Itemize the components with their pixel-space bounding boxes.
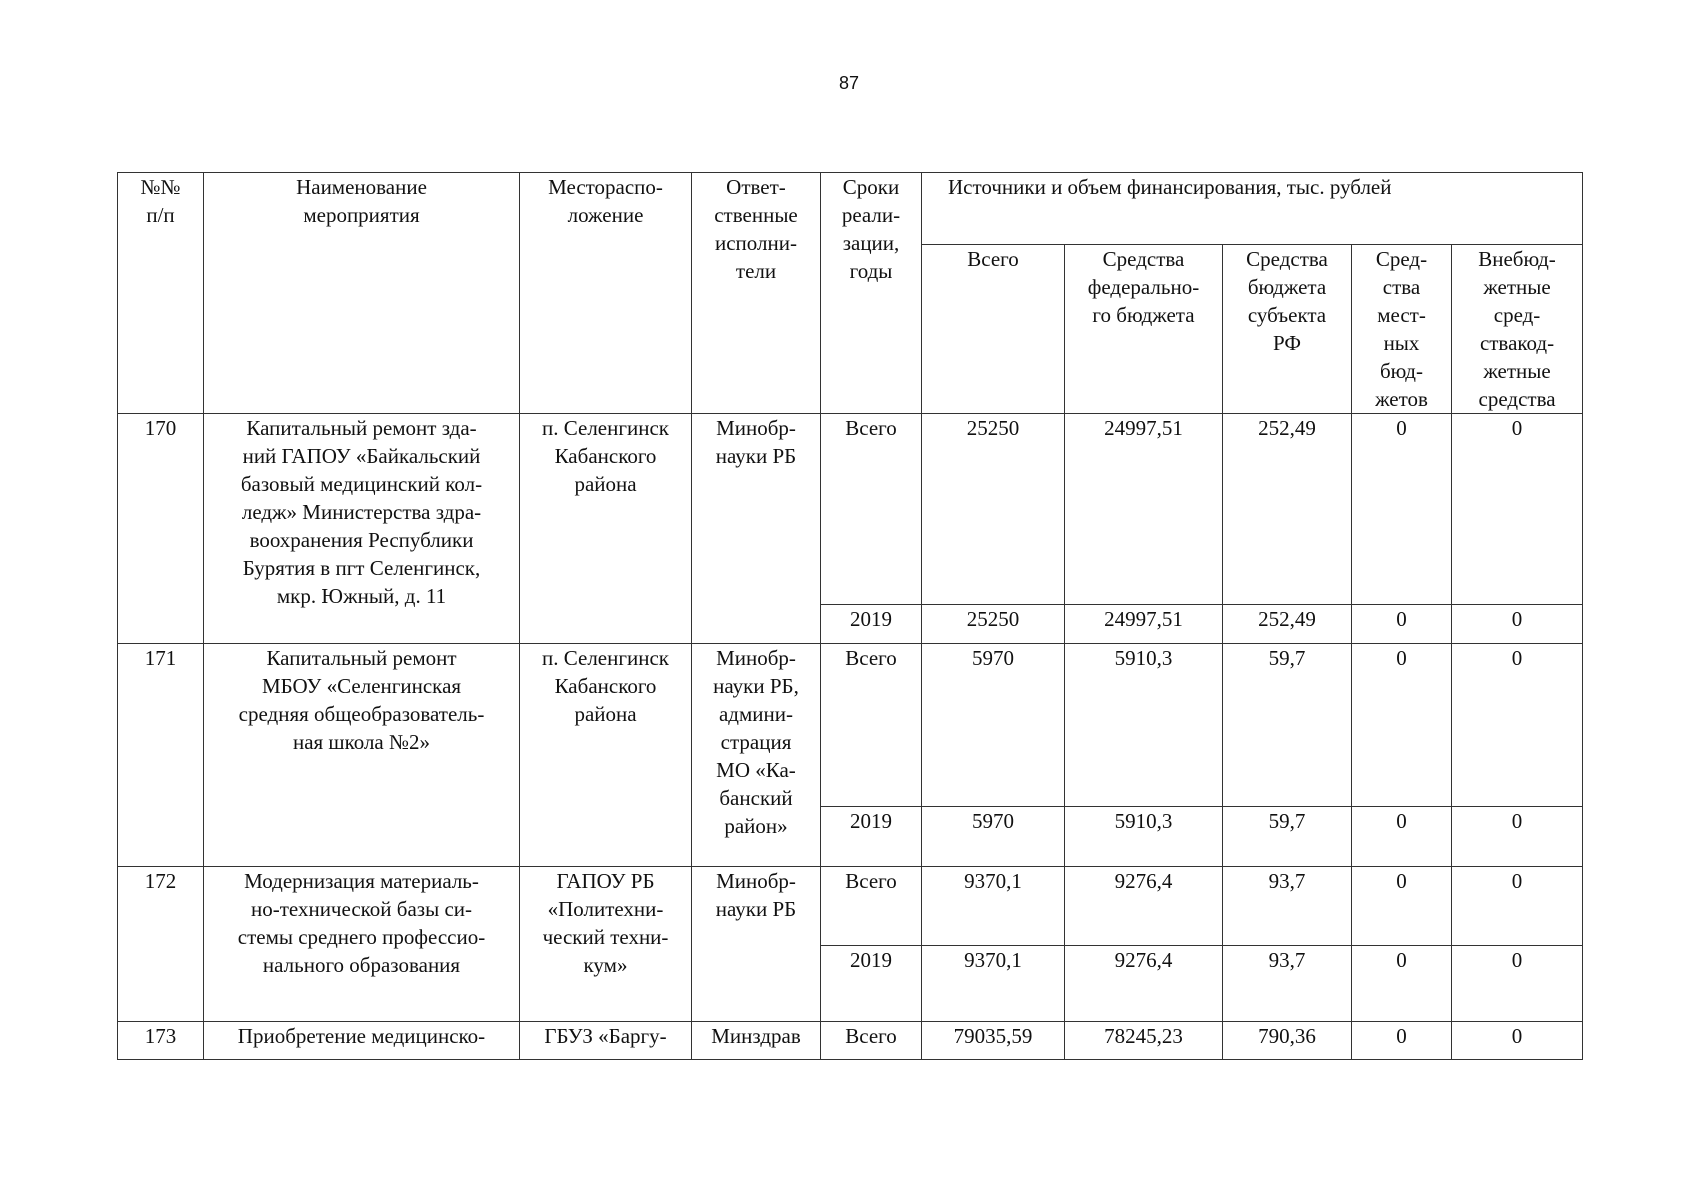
row-location [520, 414, 692, 644]
cell-line: Наименование [296, 175, 427, 199]
cell-line: Капитальный ремонт зда- [246, 416, 477, 440]
cell-line: науки РБ [715, 897, 797, 921]
cell-line: «Политехни- [547, 897, 664, 921]
cell-line: жетные [1483, 359, 1551, 383]
row-period: 2019 [821, 807, 922, 867]
row-federal: 5910,3 [1065, 644, 1223, 807]
cell-line: Капитальный ремонт [266, 646, 457, 670]
cell-line: РФ [1273, 331, 1301, 355]
row-responsible [692, 644, 821, 867]
cell-line: ствакод- [1479, 331, 1555, 355]
cell-line: науки РБ, [713, 674, 799, 698]
cell-line: стемы среднего профессио- [237, 925, 486, 949]
financing-table [117, 172, 1583, 1060]
cell-line: п/п [146, 203, 175, 227]
cell-line: жетные [1483, 275, 1551, 299]
row-regional: 790,36 [1223, 1022, 1352, 1060]
row-name [204, 1022, 520, 1060]
cell-line: мест- [1377, 303, 1426, 327]
cell-line: ная школа №2» [292, 730, 431, 754]
row-location [520, 867, 692, 1022]
cell-line: ческий техни- [542, 925, 669, 949]
cell-line: федерально- [1087, 275, 1200, 299]
cell-line: Внебюд- [1478, 247, 1556, 271]
table-row [118, 414, 1583, 605]
cell-line: субъекта [1247, 303, 1327, 327]
header-period [821, 173, 922, 414]
cell-line: Сроки [842, 175, 900, 199]
table-header [118, 173, 1583, 414]
cell-line: тели [735, 259, 777, 283]
row-federal: 5910,3 [1065, 807, 1223, 867]
cell-line: район» [724, 814, 788, 838]
cell-line: ложение [567, 203, 644, 227]
row-local: 0 [1352, 807, 1452, 867]
cell-line: Местораспо- [548, 175, 663, 199]
row-num: 173 [118, 1022, 204, 1060]
row-location [520, 1022, 692, 1060]
table-row [118, 644, 1583, 807]
cell-line: средства [1478, 387, 1556, 411]
cell-line: го бюджета [1092, 303, 1195, 327]
cell-line: ГАПОУ РБ [556, 869, 655, 893]
cell-line: бюджета [1247, 275, 1327, 299]
row-period: Всего [821, 414, 922, 605]
cell-line: воохранения Республики [249, 528, 474, 552]
row-regional: 93,7 [1223, 867, 1352, 946]
row-regional: 252,49 [1223, 414, 1352, 605]
cell-line: Минобр- [716, 869, 796, 893]
cell-line: МО «Ка- [716, 758, 796, 782]
row-num: 172 [118, 867, 204, 1022]
row-extra: 0 [1452, 644, 1583, 807]
cell-line: Модернизация материаль- [244, 869, 479, 893]
row-local: 0 [1352, 867, 1452, 946]
cell-line: базовый медицинский кол- [240, 472, 483, 496]
row-num: 170 [118, 414, 204, 644]
row-total: 25250 [922, 414, 1065, 605]
header-responsible [692, 173, 821, 414]
header-num [118, 173, 204, 414]
row-federal: 24997,51 [1065, 605, 1223, 644]
cell-line: реали- [841, 203, 901, 227]
cell-line: мкр. Южный, д. 11 [276, 584, 447, 608]
row-extra: 0 [1452, 1022, 1583, 1060]
table-body [118, 414, 1583, 1060]
header-extra [1452, 245, 1583, 414]
table-row [118, 867, 1583, 946]
cell-line: Минздрав [711, 1024, 801, 1048]
cell-line: п. Селенгинск [542, 646, 669, 670]
row-name [204, 867, 520, 1022]
row-total: 25250 [922, 605, 1065, 644]
row-total: 5970 [922, 644, 1065, 807]
row-responsible [692, 1022, 821, 1060]
row-period: Всего [821, 1022, 922, 1060]
cell-line: науки РБ [715, 444, 797, 468]
cell-line: мероприятия [303, 203, 420, 227]
row-extra: 0 [1452, 807, 1583, 867]
header-funding: Источники и объем финансирования, тыс. рублей [922, 173, 1583, 245]
row-federal: 24997,51 [1065, 414, 1223, 605]
row-period: Всего [821, 867, 922, 946]
row-federal: 78245,23 [1065, 1022, 1223, 1060]
row-regional: 59,7 [1223, 807, 1352, 867]
cell-line: но-технической базы си- [251, 897, 472, 921]
cell-line: Минобр- [716, 646, 796, 670]
cell-line: Средства [1246, 247, 1328, 271]
cell-line: Сред- [1375, 247, 1428, 271]
cell-line: кум» [583, 953, 628, 977]
cell-line: сред- [1493, 303, 1541, 327]
cell-line: бюд- [1380, 359, 1423, 383]
cell-line: Ответ- [726, 175, 786, 199]
cell-line: зации, [842, 231, 900, 255]
cell-line: нального образования [262, 953, 461, 977]
row-extra: 0 [1452, 946, 1583, 1022]
cell-line: района [574, 472, 637, 496]
row-local: 0 [1352, 414, 1452, 605]
cell-line: Всего [967, 247, 1019, 271]
row-extra: 0 [1452, 867, 1583, 946]
row-total: 9370,1 [922, 867, 1065, 946]
row-num: 171 [118, 644, 204, 867]
row-name [204, 644, 520, 867]
row-location [520, 644, 692, 867]
row-name [204, 414, 520, 644]
row-responsible [692, 414, 821, 644]
row-regional: 59,7 [1223, 644, 1352, 807]
cell-line: №№ [140, 175, 181, 199]
row-extra: 0 [1452, 414, 1583, 605]
header-location [520, 173, 692, 414]
cell-line: Бурятия в пгт Селенгинск, [242, 556, 481, 580]
row-period: 2019 [821, 605, 922, 644]
row-local: 0 [1352, 1022, 1452, 1060]
cell-line: района [574, 702, 637, 726]
page-number: 87 [838, 73, 860, 93]
row-extra: 0 [1452, 605, 1583, 644]
row-regional: 252,49 [1223, 605, 1352, 644]
header-name [204, 173, 520, 414]
cell-line: жетов [1375, 387, 1428, 411]
row-local: 0 [1352, 605, 1452, 644]
row-responsible [692, 867, 821, 1022]
row-local: 0 [1352, 644, 1452, 807]
cell-line: ных [1383, 331, 1420, 355]
cell-line: ГБУЗ «Баргу- [544, 1024, 667, 1048]
cell-line: п. Селенгинск [542, 416, 669, 440]
cell-line: админи- [718, 702, 793, 726]
cell-line: годы [849, 259, 893, 283]
header-local [1352, 245, 1452, 414]
cell-line: ства [1382, 275, 1421, 299]
cell-line: Кабанского [554, 444, 657, 468]
row-regional: 93,7 [1223, 946, 1352, 1022]
row-period: Всего [821, 644, 922, 807]
row-total: 9370,1 [922, 946, 1065, 1022]
cell-line: Минобр- [716, 416, 796, 440]
cell-line: исполни- [715, 231, 797, 255]
header-federal [1065, 245, 1223, 414]
cell-line: МБОУ «Селенгинская [261, 674, 462, 698]
cell-line: ний ГАПОУ «Байкальский [242, 444, 481, 468]
cell-line: страция [720, 730, 792, 754]
row-federal: 9276,4 [1065, 946, 1223, 1022]
table-row [118, 1022, 1583, 1060]
row-local: 0 [1352, 946, 1452, 1022]
row-total: 5970 [922, 807, 1065, 867]
row-period: 2019 [821, 946, 922, 1022]
cell-line: средняя общеобразователь- [238, 702, 485, 726]
cell-line: ственные [714, 203, 798, 227]
cell-line: ледж» Министерства здра- [241, 500, 482, 524]
header-total [922, 245, 1065, 414]
cell-line: Средства [1102, 247, 1185, 271]
row-federal: 9276,4 [1065, 867, 1223, 946]
row-total: 79035,59 [922, 1022, 1065, 1060]
cell-line: Приобретение медицинско- [237, 1024, 486, 1048]
cell-line: Кабанского [554, 674, 657, 698]
header-regional [1223, 245, 1352, 414]
cell-line: банский [719, 786, 793, 810]
